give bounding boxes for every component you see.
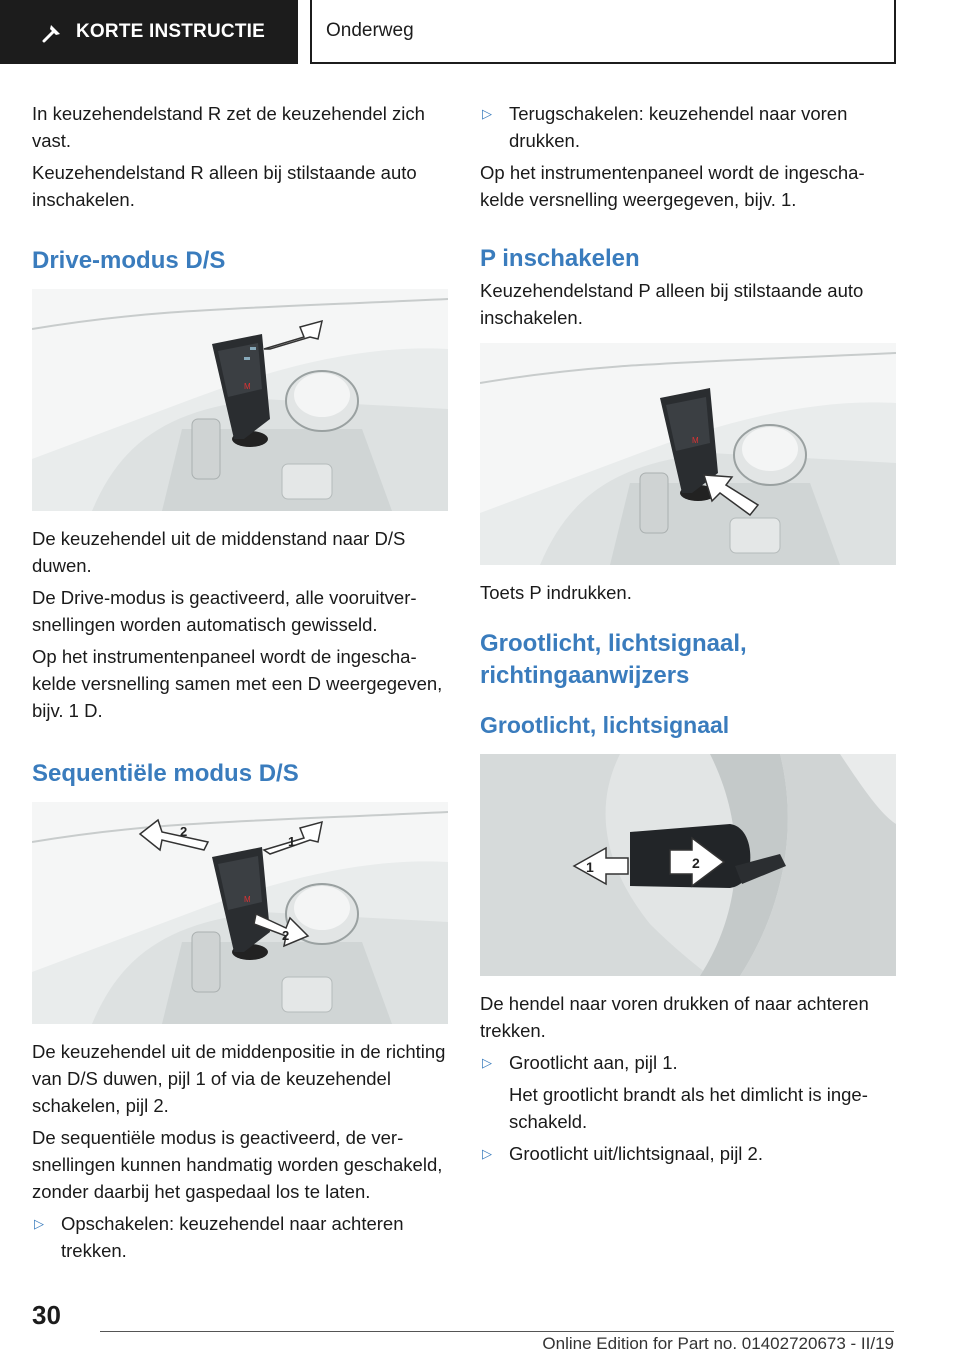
arrow-label: 1: [288, 834, 296, 849]
heading-p-engage: P inschakelen: [480, 245, 640, 272]
paragraph: De keuzehendel uit de middenpositie in de richting van D/S duwen, pijl 1 of via de keuzehendel schakelen, pijl 2.: [32, 1041, 446, 1116]
footer-divider: [100, 1331, 894, 1332]
list-item: ▷ Grootlicht aan, pijl 1.: [480, 1049, 896, 1076]
heading-lights: Grootlicht, lichtsignaal, richtingaanwijzers: [480, 630, 747, 689]
triangle-bullet-icon: ▷: [34, 1216, 44, 1231]
arrow-label: 2: [180, 824, 188, 839]
paragraph: Het grootlicht brandt als het dimlicht is ingeschakeld.: [509, 1084, 868, 1132]
paragraph: De hendel naar voren drukken of naar achteren trekken.: [480, 993, 869, 1041]
gear-lever-icon: [42, 21, 64, 43]
heading-drive-mode: Drive-modus D/S: [32, 247, 226, 274]
header-tab: [0, 0, 298, 64]
left-column: [32, 100, 448, 1269]
paragraph: Keuzehendelstand R alleen bij stilstaande auto inschakelen.: [32, 162, 417, 210]
svg-text:M: M: [692, 436, 699, 445]
triangle-bullet-icon: ▷: [482, 1146, 492, 1161]
paragraph: Op het instrumentenpaneel wordt de ingeschakelde versnelling weergegeven, bijv. 1.: [480, 162, 865, 210]
page-number: 30: [32, 1300, 61, 1330]
list-item: ▷ Opschakelen: keuzehendel naar achteren trekken.: [32, 1210, 448, 1264]
header-tab-label: KORTE INSTRUCTIE: [76, 21, 265, 42]
header-section: [310, 0, 896, 64]
figure-p-button: [480, 343, 896, 565]
paragraph: De keuzehendel uit de middenstand naar D/S duwen.: [32, 528, 406, 576]
subheading-high-beam: Grootlicht, lichtsignaal: [480, 712, 730, 738]
list-item: ▷ Terugschakelen: keuzehendel naar voren drukken.: [480, 100, 896, 154]
arrow-label: 2: [692, 855, 700, 871]
paragraph: Op het instrumentenpaneel wordt de ingeschakelde versnelling samen met een D weergegeven, bijv. 1 D.: [32, 646, 443, 721]
figure-light-lever: [480, 754, 896, 976]
triangle-bullet-icon: ▷: [482, 1055, 492, 1070]
triangle-bullet-icon: ▷: [482, 106, 492, 121]
header-section-label: Onderweg: [326, 20, 414, 41]
paragraph: De sequentiële modus is geactiveerd, de versnellingen kunnen handmatig worden geschakeld, zonder daarbij het gaspedaal los te laten.: [32, 1127, 443, 1202]
svg-text:M: M: [244, 895, 251, 904]
arrow-label: 2: [282, 928, 290, 943]
list-item: ▷ Grootlicht uit/lichtsignaal, pijl 2.: [480, 1140, 896, 1167]
figure-drive-mode-lever: [32, 289, 448, 511]
paragraph: Toets P indrukken.: [480, 582, 632, 603]
paragraph: In keuzehendelstand R zet de keuzehendel zich vast.: [32, 103, 425, 151]
arrow-label: 1: [586, 859, 594, 875]
paragraph: Keuzehendelstand P alleen bij stilstaande auto inschakelen.: [480, 280, 864, 328]
right-column: [480, 100, 896, 1172]
footer-edition: Online Edition for Part no. 01402720673 - II/19: [542, 1334, 894, 1353]
heading-sequential-mode: Sequentiële modus D/S: [32, 760, 299, 787]
svg-text:M: M: [244, 382, 251, 391]
figure-sequential-mode-lever: [32, 802, 448, 1024]
paragraph: De Drive-modus is geactiveerd, alle vooruitversnellingen worden automatisch gewisseld.: [32, 587, 417, 635]
